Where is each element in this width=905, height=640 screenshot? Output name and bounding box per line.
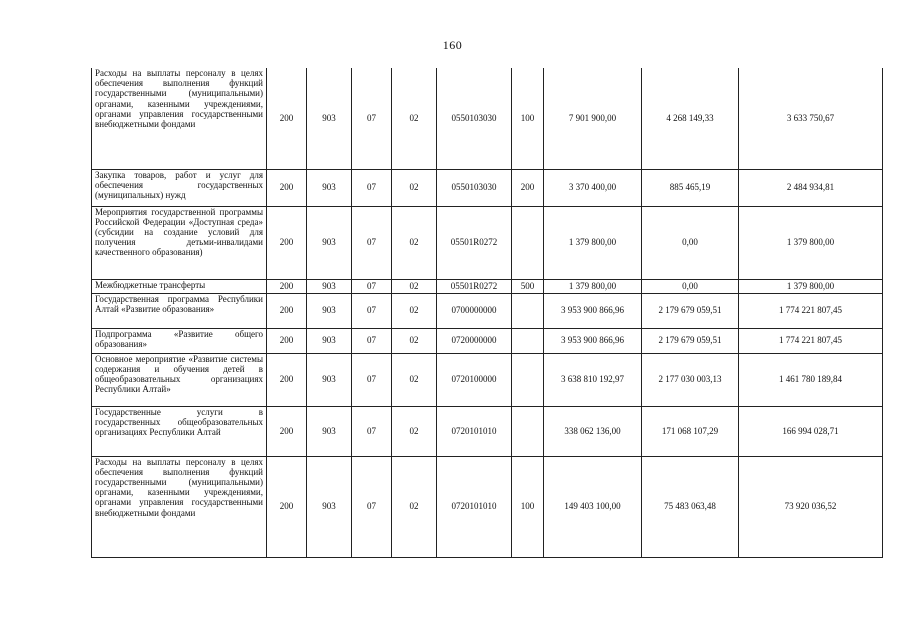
cell-target-item: 0720100000	[437, 353, 512, 406]
cell-code-2: 903	[307, 279, 352, 293]
cell-code-1: 200	[267, 206, 307, 279]
cell-amount-3: 1 379 800,00	[739, 206, 883, 279]
cell-amount-1: 149 403 100,00	[544, 456, 642, 557]
cell-subsection: 02	[392, 68, 437, 169]
cell-amount-3: 1 774 221 807,45	[739, 293, 883, 328]
table-row	[92, 293, 883, 328]
cell-target-item: 0720000000	[437, 328, 512, 353]
cell-amount-1: 1 379 800,00	[544, 206, 642, 279]
budget-table	[91, 68, 883, 558]
cell-code-1: 200	[267, 456, 307, 557]
table-row	[92, 206, 883, 279]
cell-amount-1: 3 370 400,00	[544, 169, 642, 206]
cell-subsection: 02	[392, 293, 437, 328]
cell-amount-2: 171 068 107,29	[642, 406, 739, 456]
cell-amount-2: 4 268 149,33	[642, 68, 739, 169]
cell-code-1: 200	[267, 293, 307, 328]
table-row	[92, 68, 883, 169]
cell-amount-1: 1 379 800,00	[544, 279, 642, 293]
cell-expense-type	[512, 293, 544, 328]
cell-section: 07	[352, 353, 392, 406]
row-name: Основное мероприятие «Развитие системы содержания и обучения детей в общеобразовательных организациях Республики Алтай»	[92, 353, 267, 406]
cell-section: 07	[352, 293, 392, 328]
cell-target-item: 0550103030	[437, 68, 512, 169]
cell-subsection: 02	[392, 279, 437, 293]
cell-section: 07	[352, 68, 392, 169]
cell-amount-2: 75 483 063,48	[642, 456, 739, 557]
cell-code-2: 903	[307, 68, 352, 169]
cell-amount-2: 0,00	[642, 279, 739, 293]
row-name: Расходы на выплаты персоналу в целях обеспечения выполнения функций государственными (муниципальными) органами, казенными учреждениями, органами управления государственными внебюджетными фондами	[92, 456, 267, 557]
cell-code-2: 903	[307, 206, 352, 279]
table-row	[92, 406, 883, 456]
cell-target-item: 0720101010	[437, 456, 512, 557]
cell-expense-type: 100	[512, 68, 544, 169]
table-row	[92, 169, 883, 206]
cell-expense-type	[512, 353, 544, 406]
cell-amount-1: 338 062 136,00	[544, 406, 642, 456]
cell-expense-type: 200	[512, 169, 544, 206]
cell-code-2: 903	[307, 353, 352, 406]
cell-amount-3: 1 774 221 807,45	[739, 328, 883, 353]
cell-subsection: 02	[392, 328, 437, 353]
cell-expense-type: 500	[512, 279, 544, 293]
cell-target-item: 05501R0272	[437, 279, 512, 293]
cell-section: 07	[352, 279, 392, 293]
row-name: Мероприятия государственной программы Российской Федерации «Доступная среда» (субсидии на создание условий для получения детьми-инвалидами качественного образования)	[92, 206, 267, 279]
cell-subsection: 02	[392, 169, 437, 206]
cell-expense-type: 100	[512, 456, 544, 557]
cell-section: 07	[352, 328, 392, 353]
cell-code-2: 903	[307, 406, 352, 456]
cell-amount-2: 885 465,19	[642, 169, 739, 206]
table-row	[92, 456, 883, 557]
row-name: Государственная программа Республики Алтай «Развитие образования»	[92, 293, 267, 328]
cell-amount-2: 2 177 030 003,13	[642, 353, 739, 406]
cell-section: 07	[352, 206, 392, 279]
cell-code-2: 903	[307, 293, 352, 328]
cell-amount-3: 166 994 028,71	[739, 406, 883, 456]
cell-amount-2: 0,00	[642, 206, 739, 279]
cell-target-item: 05501R0272	[437, 206, 512, 279]
row-name: Государственные услуги в государственных общеобразовательных организациях Республики Алтай	[92, 406, 267, 456]
cell-code-2: 903	[307, 169, 352, 206]
cell-amount-3: 1 461 780 189,84	[739, 353, 883, 406]
cell-expense-type	[512, 206, 544, 279]
cell-amount-2: 2 179 679 059,51	[642, 328, 739, 353]
cell-code-1: 200	[267, 353, 307, 406]
cell-code-1: 200	[267, 328, 307, 353]
cell-code-2: 903	[307, 456, 352, 557]
cell-amount-3: 73 920 036,52	[739, 456, 883, 557]
cell-amount-2: 2 179 679 059,51	[642, 293, 739, 328]
table-row	[92, 353, 883, 406]
row-name: Закупка товаров, работ и услуг для обеспечения государственных (муниципальных) нужд	[92, 169, 267, 206]
page-number: 160	[442, 38, 463, 52]
cell-target-item: 0550103030	[437, 169, 512, 206]
cell-subsection: 02	[392, 406, 437, 456]
cell-subsection: 02	[392, 456, 437, 557]
row-name: Расходы на выплаты персоналу в целях обеспечения выполнения функций государственными (муниципальными) органами, казенными учреждениями, органами управления государственными внебюджетными фондами	[92, 68, 267, 169]
cell-target-item: 0720101010	[437, 406, 512, 456]
row-name: Подпрограмма «Развитие общего образования»	[92, 328, 267, 353]
cell-amount-1: 3 953 900 866,96	[544, 328, 642, 353]
table-row	[92, 328, 883, 353]
cell-expense-type	[512, 328, 544, 353]
cell-amount-1: 3 953 900 866,96	[544, 293, 642, 328]
cell-code-1: 200	[267, 169, 307, 206]
cell-amount-1: 7 901 900,00	[544, 68, 642, 169]
cell-target-item: 0700000000	[437, 293, 512, 328]
cell-section: 07	[352, 456, 392, 557]
cell-amount-3: 1 379 800,00	[739, 279, 883, 293]
cell-subsection: 02	[392, 206, 437, 279]
cell-amount-1: 3 638 810 192,97	[544, 353, 642, 406]
cell-section: 07	[352, 406, 392, 456]
row-name: Межбюджетные трансферты	[92, 279, 267, 293]
cell-section: 07	[352, 169, 392, 206]
cell-code-1: 200	[267, 68, 307, 169]
cell-code-1: 200	[267, 406, 307, 456]
cell-code-1: 200	[267, 279, 307, 293]
cell-amount-3: 3 633 750,67	[739, 68, 883, 169]
cell-code-2: 903	[307, 328, 352, 353]
cell-amount-3: 2 484 934,81	[739, 169, 883, 206]
cell-subsection: 02	[392, 353, 437, 406]
table-row	[92, 279, 883, 293]
cell-expense-type	[512, 406, 544, 456]
